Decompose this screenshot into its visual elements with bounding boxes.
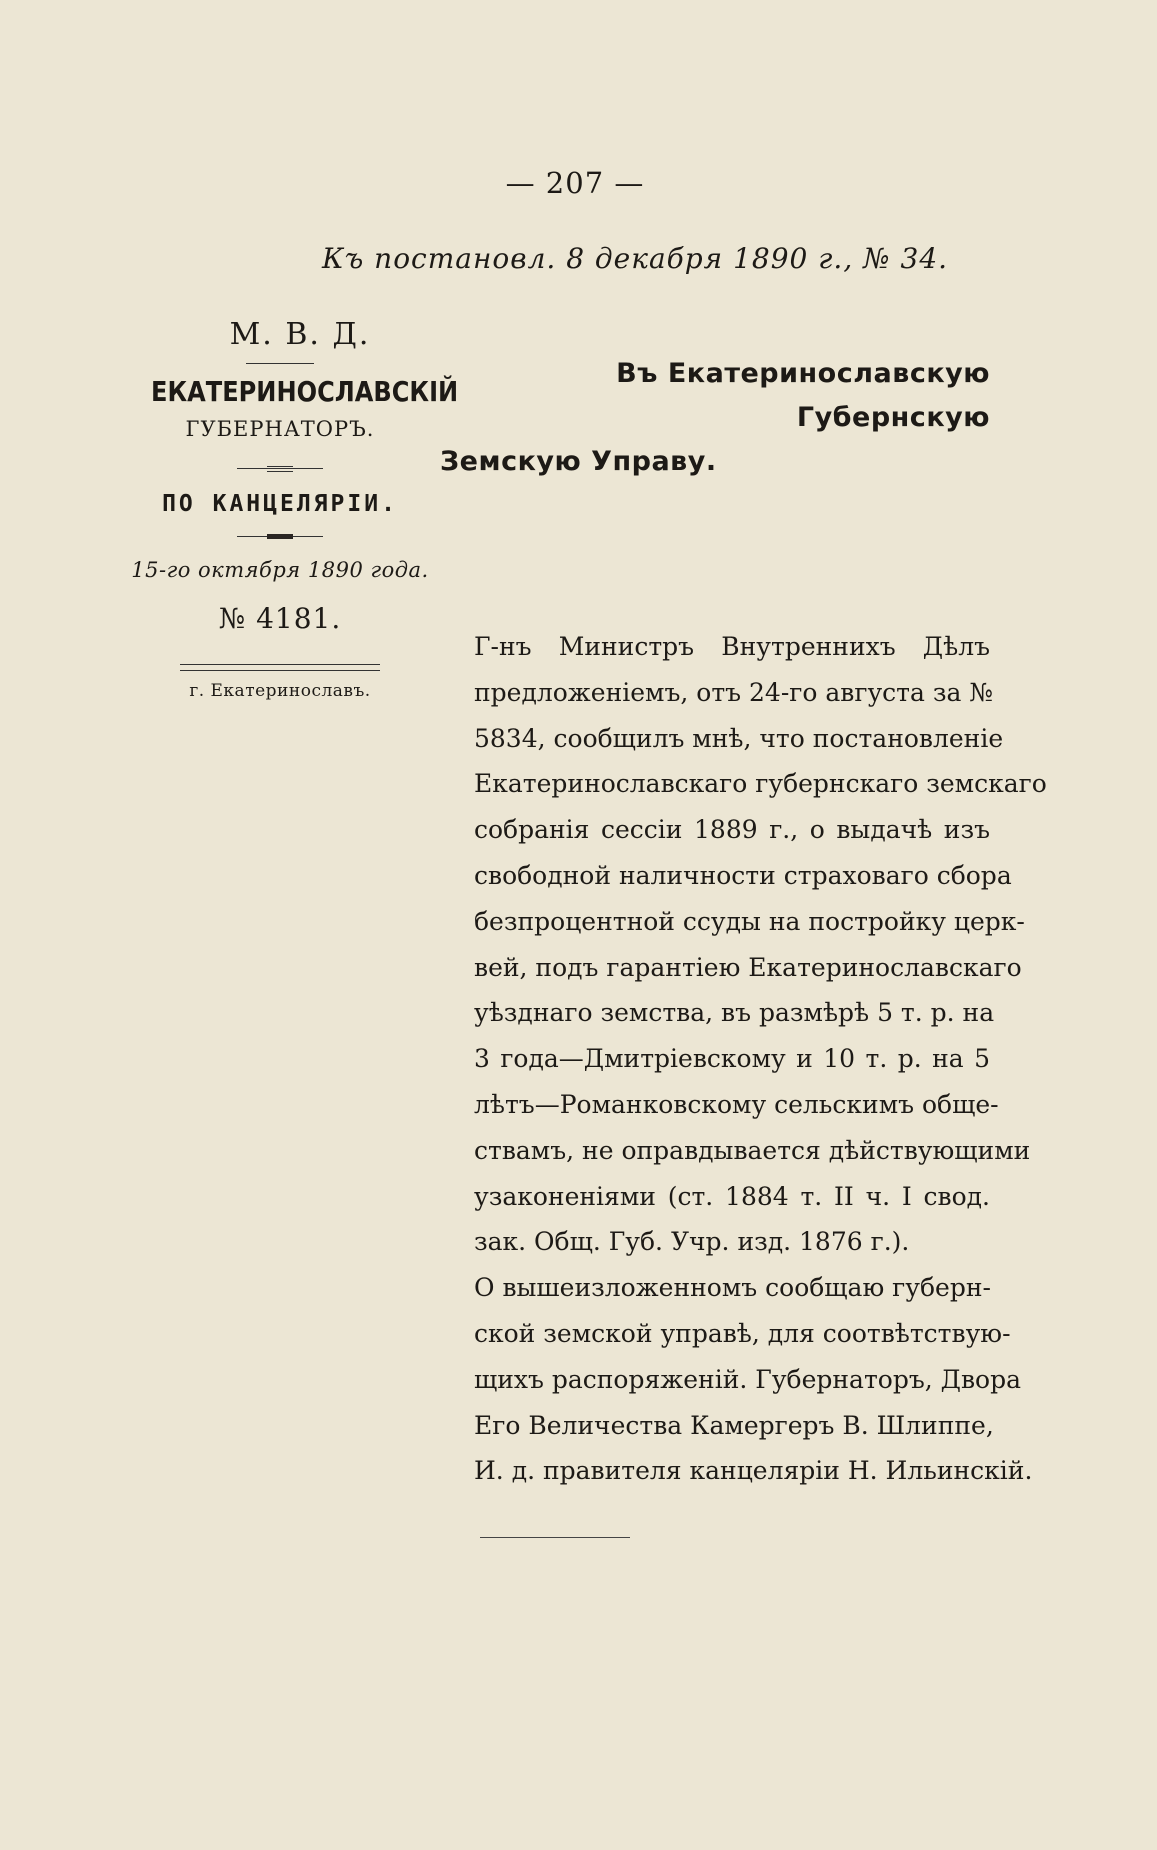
chancery-label: ПО КАНЦЕЛЯРІИ. <box>162 491 398 517</box>
end-rule <box>480 1537 630 1538</box>
ministry-abbreviation: М. В. Д. <box>229 317 371 352</box>
letter-body <box>420 624 1047 1494</box>
addressee-line-2: Земскую Управу. <box>440 446 717 477</box>
text-line: предложеніемъ, отъ 24-го августа за № <box>474 677 993 707</box>
text-line: 3 года—Дмитріевскому и 10 т. р. на 5 <box>474 1044 990 1074</box>
text-line: безпроцентной ссуды на постройку церк- <box>474 906 1025 936</box>
letterhead-column <box>130 315 459 705</box>
text-line: вей, подъ гарантіею Екатеринославскаго <box>474 952 1022 982</box>
paragraph-1 <box>420 624 1047 1265</box>
text-line: лѣтъ—Романковскому сельскимъ обще- <box>474 1089 999 1119</box>
ornament-divider-bold <box>237 534 323 540</box>
text-line: узаконеніями (ст. 1884 т. II ч. I свод. <box>474 1181 990 1211</box>
text-line: 5834, сообщилъ мнѣ, что постановленіе <box>474 723 1004 753</box>
city-name: г. Екатеринославъ. <box>189 681 371 701</box>
paragraph-2 <box>420 1265 1033 1494</box>
text-line: Екатеринославскаго губернскаго земскаго <box>474 769 1047 799</box>
text-line: собранія сессіи 1889 г., о выдачѣ изъ <box>474 815 990 845</box>
resolution-reference: Къ постановл. 8 декабря 1890 г., № 34. <box>321 242 949 275</box>
governor-region: ЕКАТЕРИНОСЛАВСКІЙ <box>151 375 459 408</box>
addressee-line-1: Въ Екатеринославскую Губернскую <box>616 358 990 433</box>
divider <box>246 363 314 364</box>
double-rule <box>180 664 380 671</box>
text-line: зак. Общ. Губ. Учр. изд. 1876 г.). <box>474 1227 910 1257</box>
addressee <box>440 352 1000 484</box>
text-line: О вышеизложенномъ сообщаю губерн- <box>474 1273 991 1303</box>
text-line: уѣзднаго земства, въ размѣрѣ 5 т. р. на <box>474 998 995 1028</box>
text-line: свободной наличности страховаго сбора <box>474 860 1012 890</box>
page-number: — 207 — <box>505 166 645 200</box>
ornament-divider <box>237 466 323 472</box>
text-line: щихъ распоряженій. Губернаторъ, Двора <box>474 1364 1021 1394</box>
letter-date: 15-го октября 1890 года. <box>131 558 429 582</box>
text-line: И. д. правителя канцеляріи Н. Ильинскій. <box>474 1456 1033 1486</box>
text-line: Г-нъ Министръ Внутреннихъ Дѣлъ <box>474 632 990 661</box>
text-line: ской земской управѣ, для соотвѣтствую- <box>474 1318 1011 1348</box>
governor-title: ГУБЕРНАТОРЪ. <box>185 417 375 441</box>
text-line: ствамъ, не оправдывается дѣйствующими <box>474 1135 1031 1165</box>
letter-number: № 4181. <box>218 602 342 635</box>
text-line: Его Величества Камергеръ В. Шлиппе, <box>474 1410 994 1440</box>
